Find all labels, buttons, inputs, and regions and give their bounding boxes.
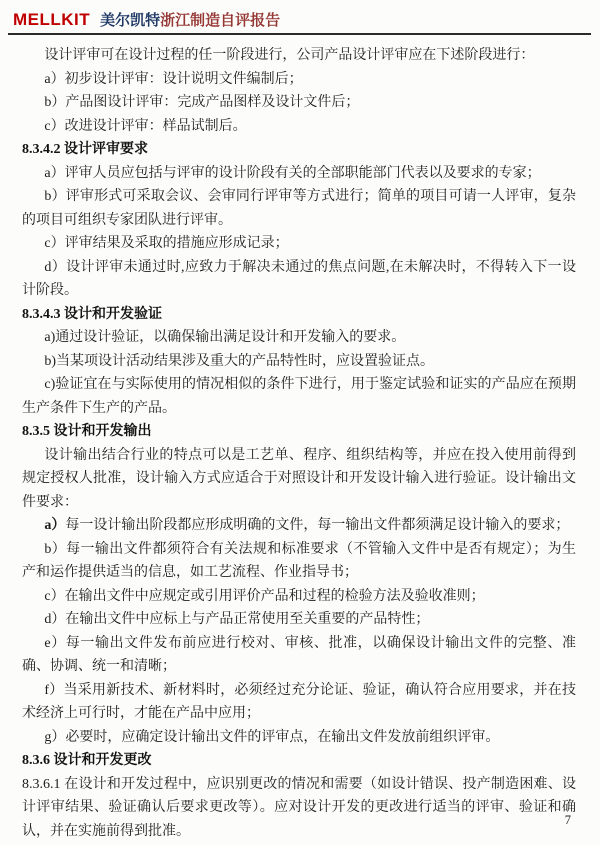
paragraph: 设计输出结合行业的特点可以是工艺单、程序、组织结构等，并应在投入使用前得到规定授权人批准，设计输入方式应适合于对照设计和开发设计输入进行验证。设计输出文件要求： [22, 447, 576, 510]
section-heading: 8.3.5 设计和开发输出 [22, 424, 152, 439]
paragraph: 设计评审可在设计过程的任一阶段进行，公司产品设计评审应在下述阶段进行： [44, 48, 535, 63]
paragraph: a)通过设计验证，以确保输出满足设计和开发输入的要求。 [44, 330, 406, 345]
paragraph: e）每一输出文件发布前应进行校对、审核、批准，以确保设计输出文件的完整、准确、协调、统一和清晰； [22, 635, 576, 674]
page-number: 7 [564, 813, 571, 827]
paragraph: d）设计评审未通过时,应致力于解决未通过的焦点问题,在未解决时，不得转入下一设计阶段。 [22, 259, 576, 298]
paragraph: d）在输出文件中应标上与产品正常使用至关重要的产品特性； [44, 612, 430, 627]
paragraph: c）在输出文件中应规定或引用评价产品和过程的检验方法及验收准则； [44, 588, 485, 604]
paragraph: f）当采用新技术、新材料时，必须经过充分论证、验证，确认符合应用要求，并在技术经济上可行时，才能在产品中应用； [22, 682, 576, 721]
header-company-name: 美尔凯特 [100, 13, 161, 29]
paragraph: b）产品图设计评审：完成产品图样及设计文件后； [44, 95, 360, 110]
brand-logo-text: MELLKIT [13, 10, 91, 29]
header-report-title: 浙江制造自评报告 [160, 13, 281, 29]
document-body [0, 35, 600, 843]
paragraph: 8.3.6.1 在设计和开发过程中，应识别更改的情况和需要（如设计错误、投产制造困难、设计评审结果、验证确认后要求更改等）。应对设计开发的更改进行适当的评审、验证和确认，并在实施前得到批准。 [22, 776, 576, 839]
paragraph: b）评审形式可采取会议、会审同行评审等方式进行；简单的项目可请一人评审，复杂的项目可组织专家团队进行评审。 [22, 189, 576, 228]
page-header [0, 0, 600, 30]
paragraph: g）必要时，应确定设计输出文件的评审点，在输出文件发放前组织评审。 [44, 729, 500, 745]
list-item-marker: a） [44, 518, 66, 533]
paragraph: c）改进设计评审：样品试制后。 [44, 118, 247, 134]
section-heading: 8.3.6 设计和开发更改 [22, 753, 152, 768]
paragraph: c）评审结果及采取的措施应形成记录； [44, 236, 289, 251]
paragraph: a）每一设计输出阶段都应形成明确的文件，每一输出文件都须满足设计输入的要求； [44, 518, 570, 533]
section-heading: 8.3.4.2 设计评审要求 [22, 142, 148, 157]
paragraph: b）每一输出文件都须符合有关法规和标准要求（不管输入文件中是否有规定）；为生产和运作提供适当的信息，如工艺流程、作业指导书； [22, 541, 576, 580]
page-footer [565, 811, 571, 829]
paragraph: c)验证宜在与实际使用的情况相似的条件下进行，用于鉴定试验和证实的产品应在预期生产条件下生产的产品。 [22, 377, 576, 416]
paragraph: a）初步设计评审：设计说明文件编制后； [44, 71, 303, 87]
paragraph: a）评审人员应包括与评审的设计阶段有关的全部职能部门代表以及要求的专家； [44, 165, 541, 181]
paragraph: b)当某项设计活动结果涉及重大的产品特性时，应设置验证点。 [44, 353, 435, 369]
section-heading: 8.3.4.3 设计和开发验证 [22, 306, 162, 322]
